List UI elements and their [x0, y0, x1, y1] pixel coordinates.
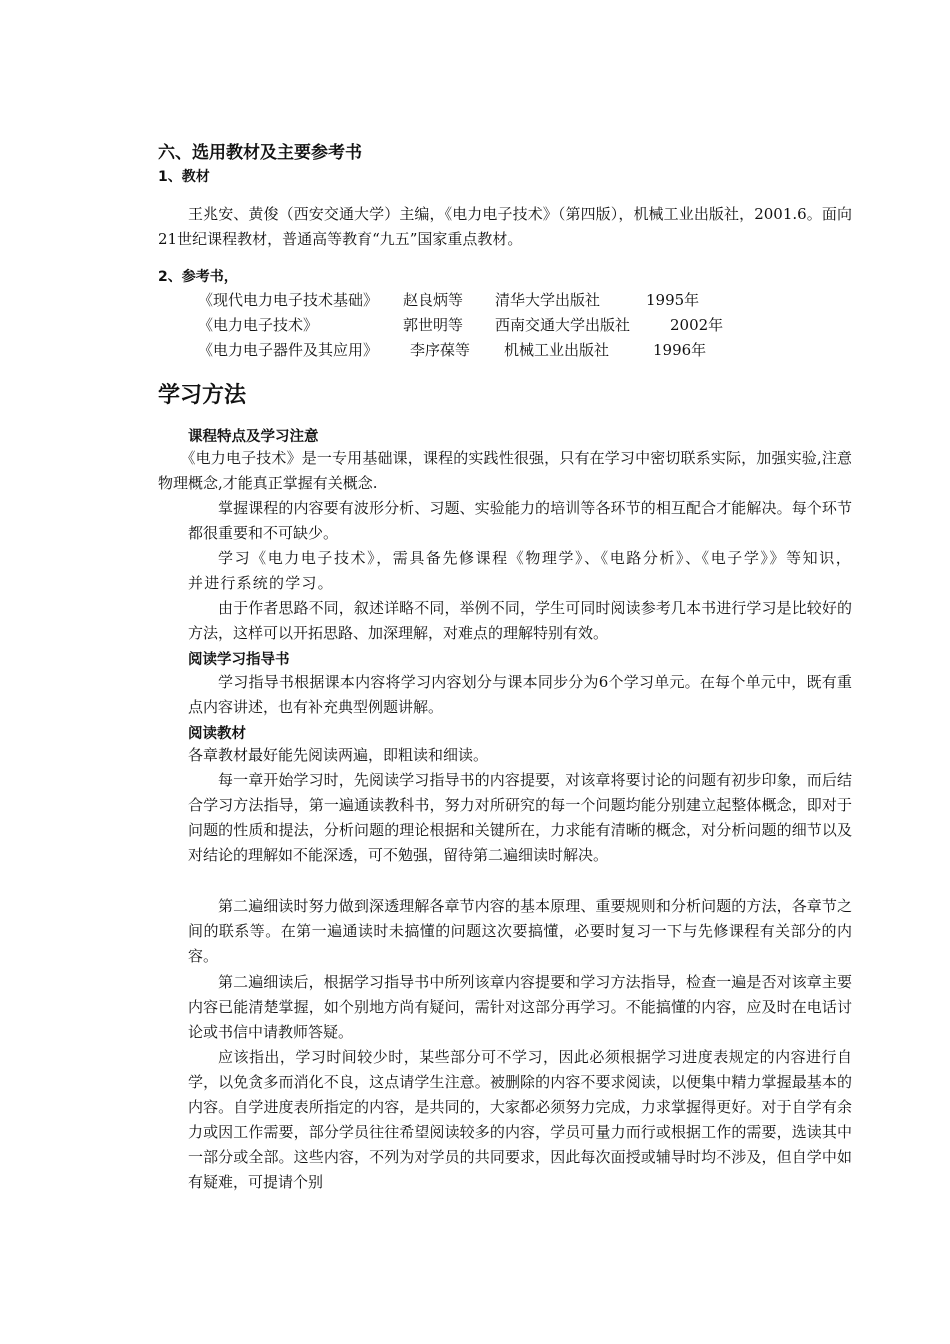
ref-year: 2002年: [670, 316, 724, 334]
textbook-heading: 1、教材: [158, 169, 210, 185]
course-paragraph: 由于作者思路不同，叙述详略不同，举例不同，学生可同时阅读参考几本书进行学习是比较好的方法，这样可以开拓思路、加深理解，对难点的理解特别有效。: [188, 599, 852, 642]
ref-author: 郭世明等: [403, 316, 464, 334]
refs-heading: 2、参考书，: [158, 269, 238, 285]
ref-year: 1996年: [653, 341, 707, 359]
read-paragraph: 第二遍细读后，根据学习指导书中所列该章内容提要和学习方法指导，检查一遍是否对该章主要内容已能清楚掌握，如个别地方尚有疑问，需针对这部分再学习。不能搞懂的内容，应及时在电话讨论或书信中请教师答疑。: [188, 973, 852, 1041]
ref-year: 1995年: [646, 291, 700, 309]
read-paragraph: 应该指出，学习时间较少时，某些部分可不学习，因此必须根据学习进度表规定的内容进行自学，以免贪多而消化不良，这点请学生注意。被删除的内容不要求阅读，以便集中精力掌握最基本的内容。自学进度表所指定的内容，是共同的，大家都必须努力完成，力求掌握得更好。对于自学有余力或因工作需要，部分学员往往希望阅读较多的内容，学员可量力而行或根据工作的需要，选读其中一部分或全部。这些内容，不列为对学员的共同要求，因此每次面授或辅导时均不涉及，但自学中如有疑难，可提请个别: [188, 1048, 852, 1191]
ref-author: 赵良炳等: [403, 291, 464, 309]
course-paragraph: 学习《电力电子技术》，需具备先修课程《物理学》、《电路分析》、《电子学》》等知识，并进行系统的学习。: [188, 549, 852, 592]
ref-publisher: 清华大学出版社: [495, 291, 601, 309]
course-paragraph: 《电力电子技术》是一专用基础课，课程的实践性很强，只有在学习中密切联系实际，加强实验,注意物理概念,才能真正掌握有关概念.: [158, 449, 852, 492]
method-title: 学习方法: [158, 383, 247, 408]
course-heading: 课程特点及学习注意: [188, 429, 319, 445]
ref-title: 《现代电力电子技术基础》: [198, 291, 379, 309]
read-paragraph: 第二遍细读时努力做到深透理解各章节内容的基本原理、重要规则和分析问题的方法，各章节之间的联系等。在第一遍通读时未搞懂的问题这次要搞懂，必要时复习一下与先修课程有关部分的内容。: [188, 897, 852, 965]
course-paragraph: 掌握课程的内容要有波形分析、习题、实验能力的培训等各环节的相互配合才能解决。每个环节都很重要和不可缺少。: [188, 499, 852, 542]
ref-title: 《电力电子技术》: [198, 316, 319, 334]
ref-publisher: 机械工业出版社: [504, 341, 610, 359]
ref-publisher: 西南交通大学出版社: [495, 316, 631, 334]
ref-author: 李序葆等: [410, 341, 471, 359]
guide-paragraph: 学习指导书根据课本内容将学习内容划分与课本同步分为6个学习单元。在每个单元中，既有重点内容讲述，也有补充典型例题讲解。: [188, 673, 852, 716]
read-paragraph: 每一章开始学习时，先阅读学习指导书的内容提要，对该章将要讨论的问题有初步印象，而后结合学习方法指导，第一遍通读教科书，努力对所研究的每一个问题均能分别建立起整体概念，即对于问题的性质和提法，分析问题的理论根据和关键所在，力求能有清晰的概念，对分析问题的细节以及对结论的理解如不能深透，可不勉强，留待第二遍细读时解决。: [188, 771, 852, 864]
read-heading: 阅读教材: [188, 726, 246, 742]
textbook-paragraph: 王兆安、黄俊（西安交通大学）主编，《电力电子技术》（第四版），机械工业出版社，2001.6。面向21世纪课程教材，普通高等教育“九五”国家重点教材。: [158, 205, 852, 248]
read-intro: 各章教材最好能先阅读两遍，即粗读和细读。: [188, 746, 489, 764]
guide-heading: 阅读学习指导书: [188, 652, 290, 668]
section-title: 六、选用教材及主要参考书: [158, 143, 362, 163]
ref-title: 《电力电子器件及其应用》: [198, 341, 379, 359]
